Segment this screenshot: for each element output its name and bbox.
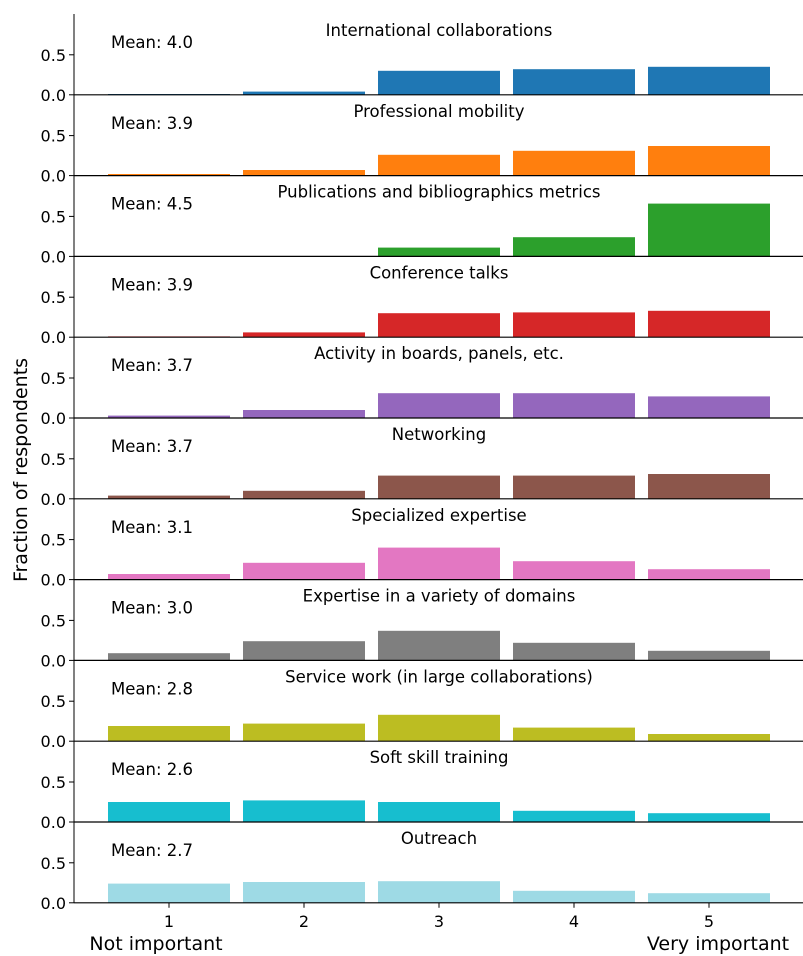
bar [108, 653, 230, 660]
y-tick-label: 0.5 [40, 207, 66, 227]
bar [378, 393, 500, 418]
bar [243, 800, 365, 822]
panel-title: Conference talks [369, 263, 509, 283]
y-tick-label: 0.0 [40, 893, 66, 913]
bar [648, 474, 770, 499]
bar [243, 170, 365, 176]
y-tick-label: 0.5 [40, 773, 66, 792]
mean-label: Mean: 2.8 [111, 679, 194, 699]
bar [513, 237, 635, 256]
y-tick-label: 0.0 [40, 732, 66, 752]
bar [378, 631, 500, 661]
y-tick-label: 0.5 [40, 530, 66, 550]
panel-9 [41, 741, 803, 832]
panel-8 [41, 660, 803, 751]
bar [513, 476, 635, 499]
bar [378, 248, 500, 257]
bar [378, 313, 500, 337]
panel-7 [41, 580, 803, 671]
bar [513, 393, 635, 418]
x-extreme-high-label: Very important [646, 933, 790, 955]
bar [378, 715, 500, 741]
bar [243, 641, 365, 660]
bar [108, 726, 230, 741]
bar [513, 151, 635, 176]
panel-6 [41, 499, 803, 590]
bar [378, 881, 500, 903]
mean-label: Mean: 4.0 [111, 33, 194, 52]
y-tick-label: 0.0 [40, 247, 66, 267]
mean-label: Mean: 3.7 [111, 356, 194, 376]
x-tick-label: 5 [703, 911, 715, 931]
bar [243, 563, 365, 580]
panel-title: Networking [391, 425, 487, 444]
bar [648, 734, 770, 741]
bar [378, 155, 500, 176]
panel-title: Activity in boards, panels, etc. [314, 344, 564, 364]
bar [378, 548, 500, 580]
mean-label: Mean: 2.6 [111, 760, 194, 780]
y-tick-label: 0.0 [40, 409, 66, 428]
x-tick-label: 4 [568, 911, 580, 931]
bar [378, 476, 500, 499]
mean-label: Mean: 3.9 [111, 275, 194, 295]
y-tick-label: 0.0 [40, 85, 66, 105]
panel-5 [41, 418, 803, 509]
bar [648, 396, 770, 418]
y-tick-label: 0.5 [40, 45, 66, 65]
mean-label: Mean: 3.7 [111, 437, 194, 456]
bar [513, 69, 635, 95]
chart-panels [41, 14, 803, 913]
mean-label: Mean: 4.5 [111, 194, 194, 214]
bar [513, 811, 635, 822]
panel-4 [41, 337, 803, 428]
bar [108, 884, 230, 903]
x-axis [164, 903, 714, 931]
bar [243, 724, 365, 742]
x-tick-label: 1 [163, 911, 175, 931]
y-tick-label: 0.0 [40, 651, 66, 671]
bar [648, 651, 770, 661]
panel-10 [41, 822, 803, 913]
bar [378, 71, 500, 95]
panel-title: Publications and bibliographics metrics [277, 182, 601, 202]
panel-2 [41, 176, 803, 267]
y-tick-label: 0.0 [40, 813, 66, 832]
panel-3 [41, 256, 803, 347]
x-extreme-low-label: Not important [89, 933, 223, 955]
bar [648, 67, 770, 95]
y-tick-label: 0.5 [40, 853, 66, 873]
y-tick-label: 0.0 [40, 166, 66, 186]
bar [243, 332, 365, 337]
bar [513, 643, 635, 661]
bar [648, 813, 770, 822]
panel-0 [41, 14, 803, 105]
mean-label: Mean: 3.1 [111, 517, 194, 537]
y-tick-label: 0.5 [40, 369, 66, 388]
panel-title: Service work (in large collaborations) [285, 667, 593, 687]
panel-title: Outreach [400, 829, 478, 848]
mean-label: Mean: 3.0 [111, 598, 194, 618]
bar [108, 802, 230, 822]
bar [378, 802, 500, 822]
bar [648, 204, 770, 257]
bar [648, 569, 770, 579]
bar [513, 728, 635, 742]
bar [243, 882, 365, 903]
bar [513, 312, 635, 337]
bar [513, 891, 635, 903]
panel-title: Professional mobility [353, 101, 525, 121]
y-tick-label: 0.5 [40, 126, 66, 146]
y-tick-label: 0.0 [40, 328, 66, 348]
y-tick-label: 0.5 [40, 288, 66, 308]
mean-label: Mean: 2.7 [111, 841, 194, 860]
y-tick-label: 0.0 [40, 489, 66, 509]
bar [513, 561, 635, 579]
bar [243, 410, 365, 418]
panel-1 [41, 95, 803, 186]
bar [108, 574, 230, 580]
y-tick-label: 0.5 [40, 449, 66, 469]
bar [648, 146, 770, 176]
panel-title: Soft skill training [369, 748, 509, 768]
bar [648, 893, 770, 903]
x-tick-label: 2 [298, 911, 310, 931]
y-tick-label: 0.5 [40, 611, 66, 631]
panel-title: International collaborations [325, 21, 553, 40]
y-axis-label: Fraction of respondents [10, 357, 32, 583]
x-tick-label: 3 [433, 911, 445, 931]
mean-label: Mean: 3.9 [111, 113, 194, 133]
y-tick-label: 0.5 [40, 692, 66, 712]
bar [648, 311, 770, 337]
y-tick-label: 0.0 [40, 570, 66, 590]
bar [243, 491, 365, 499]
panel-title: Specialized expertise [351, 505, 527, 525]
panel-title: Expertise in a variety of domains [302, 586, 576, 606]
